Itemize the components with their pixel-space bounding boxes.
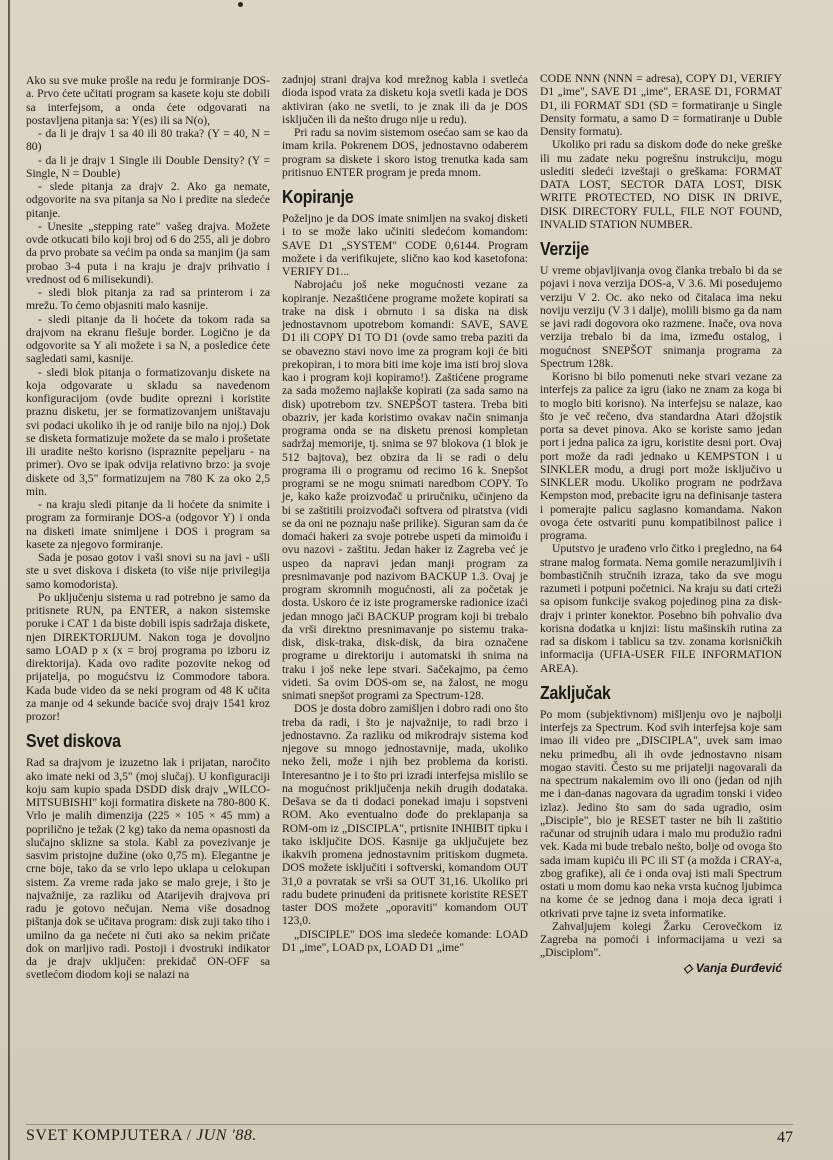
footer-separator: / [182, 1127, 197, 1144]
section-heading: Kopiranje [282, 187, 354, 207]
section-heading: Verzije [540, 239, 589, 259]
paragraph: - na kraju sledi pitanje da li hoćete da snimite i program za formiranje DOS-a (odgovor Y) i onda na disketi imate snimljene i DOS i program sa kasete za njegovo formiranje. [26, 498, 270, 551]
paragraph: zadnjoj strani drajva kod mrežnog kabla i svetleća dioda ispod vrata za disketu koja svetli kada je DOS aktiviran (ako ne svetli, to je znak ili da je DOS isključen ili da nešto drugo nije u redu). [282, 73, 528, 126]
column-1 [26, 74, 270, 982]
paragraph: - sledi blok pitanja za rad sa printerom i za mrežu. To ćemo objasniti malo kasnije. [26, 286, 270, 313]
paragraph: - da li je drajv 1 Single ili Double Density? (Y = Single, N = Double) [26, 153, 270, 180]
paragraph: DOS je dosta dobro zamišljen i dobro radi ono što treba da radi, i što je najvažnije, to radi brzo i jednostavno. Za razliku od mikrodrajv sistema kod njegove su mnogo jednostavnije, mada, ukoliko neko želi, može i njih bez problema da koristi. Interesantno je i to što pri izradi interfejsa mislilo se na mogućnost priključenja nekih drugih dodataka. Dešava se da ti dodaci ponekad imaju i sopstveni ROM. Ako eventualno dođe do preklapanja sa ROM-om iz „DISCIPLA", prtisnite INHIBIT tipku i tako isključite DOS. Kasnije ga uključujete bez ikakvih promena jednostavnim pritiskom dugmeta. DOS možete isključiti i softverski, komandom OUT 31,0 a povratak se vrši sa OUT 31,16. Ukoliko pri radu budete prinuđeni da pritisnete koristite RESET taster DOS možete „oporaviti" komandom OUT 123,0. [282, 702, 528, 928]
page-footer [26, 1127, 793, 1151]
section-heading: Zaključak [540, 682, 611, 703]
paragraph: - sledi blok pitanja o formatizovanju diskete na koja odgovarate u skladu sa navedenom konfiguracijom (ovde budite oprezni i koristite praznu disketu, jer se formatizovanjem uništavaju svi podaci ukoliko ih je od ranije bilo na njoj.) Dok se disketa formatizuje možete da se malo i prošetate ili uradite nešto korisno (ispraznite pepeljaru - na primer). Ovo se ipak odvija relativno brzo: ja svoje diskete od 3,5" formatizujem na 780 K za oko 2,5 min. [26, 365, 270, 498]
page-number: 47 [777, 1129, 793, 1146]
paragraph: Rad sa drajvom je izuzetno lak i prijatan, naročito ako imate neki od 3,5" (moj slučaj). U konfiguraciji koju sam kupio spada DSDD disk drajv „WILCO-MITSUBISHI" koji formatira diskete na 780-800 K. Vrlo je malih dimenzija (225 × 105 × 45 mm) a popriličnо je težak (2 kg) tako da nema opasnosti da slučajno sklizne sa stola. Kabl za povezivanje je sasvim pristojne dužine (oko 0,75 m). Elegantne je crne boje, tako da se vrlo lepo uklapa u celokupan sistem. Za vreme rada jako se malo greje, i što je najvažnije, za razliku od Atarijevih drajvova pri radu je gotovo nečujan. Nema više dosadnog pištanja dok se učitava program: disk zuji tako tiho i umilno da ga nećete ni čuti ako sa nekim pričate dok on marljivo radi. Postoji i dvostruki indikator da je drajv uključen: prekidač ON-OFF sa svetlećom diodom koji se nalazi na [26, 756, 270, 982]
column-2 [282, 73, 528, 954]
section-heading: Svet diskova [26, 731, 121, 752]
paragraph: Ukoliko pri radu sa diskom dođe do neke greške ili mu zadate neku pogrešnu instrukciju, mogu uslediti sledeći izveštaji o greškama: FORMAT DATA LOST, SECTOR DATA LOST, DISK WRITE PROTECTED, NO DISK IN DRIVE, DISK DIRECTORY FULL, FILE NOT FOUND, INVALID STATION NUMBER. [540, 138, 782, 231]
paragraph: - da li je drajv 1 sa 40 ili 80 traka? (Y = 40, N = 80) [26, 127, 270, 154]
paragraph: Korisno bi bilo pomenuti neke stvari vezane za interfejs za palice za igru (iako ne znam za koga bi to moglo biti korisno). Na interfejsu se nalaze, kao što je več rečeno, dva standardna Atari džojstik porta sa devet pinova. Ako se koriste samo jedan port i jedna palica za igru, koristite desni port. Ovaj port može da radi jednako u KEMPSTON i u SINKLER modu, a drugi port može isključivo u SINKLER modu. Ukoliko program ne podržava Kempston mod, prebacite igru na definisanje tastera i pomerajte palicu saglasno komandama. Nakon ovoga ćete ostvariti punu kompatibilnost palice i programa. [540, 370, 782, 542]
paragraph: „DISCIPLE" DOS ima sledeće komande: LOAD D1 „ime", LOAD px, LOAD D1 „ime" [282, 927, 528, 954]
footer-rule [26, 1124, 793, 1125]
paragraph: U vreme objavljivanja ovog članka trebalo bi da se pojavi i nova verzija DOS-a, V 3.6. Mi posedujemo verziju V 2. Oc. ako neko od čitalaca ima neku noviju verziju (V 3 i dalje), molili bismo ga da nam se javi radi dogovora oko razmene. Inače, ova nova verzija trebalo bi da ima, između ostalog, i mogućnost SNEPŠOT snimanja programa za Spectrum 128k. [540, 264, 782, 370]
paragraph: - slede pitanja za drajv 2. Ako ga nemate, odgovorite na sva pitanja sa No i predite na sledeće pitanje. [26, 180, 270, 220]
paragraph: Sada je posao gotov i vaši snovi su na javi - ušli ste u svet diskova i disketa (to više nije privilegija samo komodorista). [26, 551, 270, 591]
column-3 [540, 72, 782, 975]
paragraph: Pri radu sa novim sistemom osećao sam se kao da imam krila. Pokrenem DOS, jednostavno odaberem program sa diskete i skoro istog trenutka kada sam pritisnuo ENTER program je preda mnom. [282, 126, 528, 179]
paragraph: Po uključenju sistema u rad potrebno je samo da pritisnete RUN, pa ENTER, a nakon sistemske poruke i CAT 1 da biste dobili ispis sadržaja diskete, njen DIREKTORIJUM. Nakon toga je dovoljno samo LOAD p x (x = broj programa po izboru iz direktorija). Kada ovo radite pozovite nekog od prijatelja, po mogućstvu iz Commodore tabora. Kada bude video da se neki program od 48 K učita za manje od 4 sekunde baciće svoj drajv 1541 kroz prozor! [26, 590, 270, 723]
issue-date: JUN '88. [196, 1127, 257, 1144]
paragraph: - sledi pitanje da li hoćete da tokom rada sa drajvom na ekranu flešuje border. Logično je da odgovorite sa Y ali možete i sa N, a posledice ćete sagledati sami, kasnije. [26, 312, 270, 366]
author-byline: ◇ Vanja Đurđević [683, 960, 782, 975]
paragraph: Poželjno je da DOS imate snimljen na svakoj disketi i to se može lako učiniti sledećom komandom: SAVE D1 „SYSTEM" CODE 0,6144. Program možete i da verifikujete, slično kao kod kasetofona: VERIFY D1... [282, 212, 528, 278]
paragraph: Po mom (subjektivnom) mišljenju ovo je najbolji interfejs za Spectrum. Kod svih interfejsa koje sam imao ili video pre „DISCIPLA", uvek sam imao neku primedbu, ali ih ovde jednostavno nisam mogao staviti. Često su me prijatelji nagovarali da na spectrum nakalemim ovo ili ono (jedan od njih me i dan-danas nagovara da ugradim tonski i video izlaz). Jedino što sam do sada ugradio, osim „Disciple", bio je RESET taster ne bih li zaštitio računar od strujnih udara i malo mu produžio radni vek. Kada mi bude trebalo nešto, bolje od ovoga što sada imam kupiću ili PC ili ST (a možda i CRAY-a, zbog grafike), ali će i onda ovaj isti mali Spectrum ostati u mom domu kao neka vrsta kućnog ljubimca na kome će se jednog dana i moja deca igrati i otkrivati prve tajne iz sveta informatike. [540, 707, 782, 920]
paragraph: CODE NNN (NNN = adresa), COPY D1, VERIFY D1 „ime", SAVE D1 „ime", ERASE D1, FORMAT D1, ili FORMAT SD1 (SD = formatiranje u Single Density formatu, a samo D = formatiranje u Duble Density formatu). [540, 72, 782, 138]
paragraph: Zahvaljujem kolegi Žarku Cerovečkom iz Zagreba na pomoći i informacijama u vezi sa „Disciplom". [540, 919, 782, 960]
paragraph: Ako su sve muke prošle na redu je formiranje DOS-a. Prvo ćete učitati program sa kasete koju ste dobili sa interfejsom, a onda ćete odgovarati na postavljena pitanja sa: Y(es) ili sa N(o), [26, 74, 270, 127]
paragraph: Uputstvo je urađeno vrlo čitko i pregledno, na 64 strane malog formata. Nema gomile nerazumljivih i bombastičnih stručnih izraza, tako da sve mogu razumeti i potpuni početnici. Na kraju su dati crteži sa opisom funkcije svakog pojedinog pina za disk-drajv i printer konektor. Posebno bih pohvalio dva korisna dodatka u knjizi: listu mašinskih rutina za rad sa diskom i tablicu sa tzv. zonama korisničkih informacija (UFIA-USER FILE INFORMATION AREA). [540, 542, 782, 675]
paragraph: - Unesite „stepping rate" vašeg drajva. Možete ovde otkucati bilo koji broj od 6 do 255, ali je dobro da prvo probate sa većim pa onda sa manjim (ja sam probao 3-4 puta i na kraju je drajv prihvatio i vrednost od 6 milisekundi). [26, 219, 270, 286]
paragraph: Nabrojaću još neke mogućnosti vezane za kopiranje. Nezaštićene programe možete kopirati sa trake na disk i obrnuto i sa diska na disk jednostavnom upotrebom komandi: SAVE, SAVE D1 ili COPY D1 TO D1 (ovde samo treba paziti da se obavezno stavi novo ime za program koji će biti prekopiran, i to mora biti ime koje ima isti broj slova kao i program koji kopiramo!). Zaštićene programe za sada možemo najlakše kopirati (za sada samo na disk) upotrebom tzv. SNEPŠOT tastera. Treba biti obazriv, jer kada koristimo ovakav način snimanja programa onda se na disketu prenosi kompletan sadržaj memorije, tj. snima se 97 blokova (1 blok je 512 bajtova), bez obzira da li se radi o delu programa ili o programu od recimo 16 k. Snepšot programi se ne mogu snimati naredbom COPY. To je, kako kaže proizvođač u priručniku, učinjeno da bi se zaštitili proizvođači softvera od piratstva (vidi se da oni ne poznaju naše prilike). Siguran sam da će domaći hakeri za svoje potrebe uspeti da mimoiđu i ovu nazovi - zaštitu. Jedan haker iz Zagreba već je uspeo da napravi jedan manji program za presnimavanje pod nazivom BACKUP 1.3. Ovaj je program skromnih mogućnosti, ali za početak je dosta. Uskoro će iz iste programerske radionice izaći jedan mnogo jači BACKUP program koji bi trebalo da vrši direktno presnimavanje po sistemu traka-disk, disk-traka, disk-disk, da bira označene programe u direktoriju i automatski ih snima na traku i još neke lepe stvari. Sačekajmo, pa ćemo videti. Sa ovim DOS-om se, na žalost, ne mogu snimati snepšot programi za Spectrum-128. [282, 278, 528, 702]
magazine-title: SVET KOMPJUTERA [26, 1127, 183, 1144]
left-margin-rule [8, 0, 10, 1160]
print-speck [238, 2, 243, 7]
footer-magazine [26, 1127, 257, 1145]
